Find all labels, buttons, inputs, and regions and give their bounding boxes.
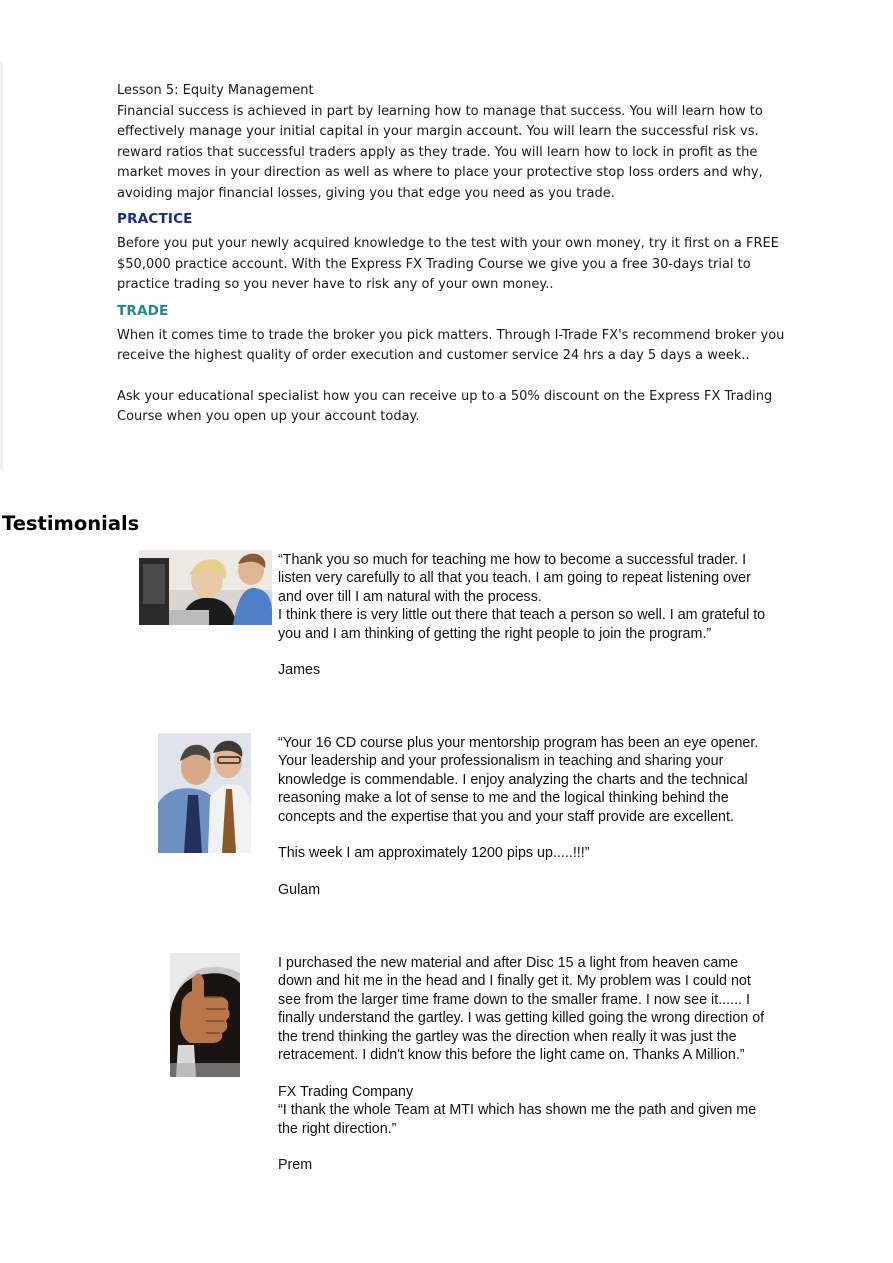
left-margin-rule (0, 62, 3, 470)
lesson5-body: Financial success is achieved in part by learning how to manage that success. You will learn how to effectively manage your initial capital in your margin account. You will learn the successful risk vs. reward ratios that successful traders apply as they trade. You will learn how to lock in profit as the market moves in your direction as well as where to place your protective stop loss orders and why, avoiding major financial losses, giving you that edge you need as you trade. (117, 103, 763, 201)
testimonial-gulam (278, 734, 768, 900)
thumbs-up-image (170, 953, 240, 1077)
testimonial-photo-gulam (158, 733, 251, 853)
testimonial-prem-quote: “I thank the whole Team at MTI which has shown me the path and given me the right direction.” (278, 1102, 757, 1137)
course-description (117, 81, 797, 428)
businessmen-image (158, 733, 251, 853)
testimonial-gulam-extra: This week I am approximately 1200 pips up.....!!!” (278, 845, 590, 862)
testimonial-photo-prem (170, 953, 240, 1077)
testimonial-james (278, 551, 768, 680)
practice-body: Before you put your newly acquired knowledge to the test with your own money, try it first on a FREE $50,000 practice account. With the Express FX Trading Course we give you a free 30-days trial to practice trading so you never have to risk any of your own money.. (117, 236, 779, 292)
discount-body: Ask your educational specialist how you can receive up to a 50% discount on the Express FX Trading Course when you open up your account today. (117, 388, 773, 424)
lesson5-title: Lesson 5: Equity Management (117, 83, 314, 98)
testimonial-james-author: James (278, 662, 321, 679)
testimonial-james-text-2: I think there is very little out there that teach a person so well. I am grateful to you and I am thinking of getting the right people to join the program.” (278, 607, 766, 642)
testimonial-james-text-1: “Thank you so much for teaching me how to become a successful trader. I listen very carefully to all that you teach. I am going to repeat listening over and over till I am natural with the process. (278, 552, 751, 605)
trade-body: When it comes time to trade the broker you pick matters. Through I-Trade FX's recommend broker you receive the highest quality of order execution and customer service 24 hrs a day 5 days a week.. (117, 327, 785, 363)
testimonials-title: Testimonials (2, 512, 140, 535)
people-at-laptop-image (139, 550, 272, 625)
testimonial-gulam-author: Gulam (278, 882, 321, 899)
testimonial-gulam-text: “Your 16 CD course plus your mentorship program has been an eye opener. Your leadership and your professionalism in teaching and sharing your knowledge is commendable. I enjoy analyzing the charts and the technical reasoning make a lot of sense to me and the logical thinking behind the concepts and the expertise that you and your staff provide are excellent. (278, 735, 759, 825)
testimonial-prem (278, 954, 768, 1175)
testimonial-prem-text: I purchased the new material and after Disc 15 a light from heaven came down and hit me in the head and I finally get it. My problem was I could not see from the larger time frame down to the smaller frame. I now see it...... I finally understand the gartley. I was getting killed going the wrong direction of the trend thinking the gartley was the direction when really it was just the retracement. I didn't know this before the light came on. Thanks A Million.” (278, 955, 765, 1064)
testimonial-photo-james (139, 550, 272, 625)
practice-heading: PRACTICE (117, 211, 193, 227)
testimonial-prem-author: Prem (278, 1157, 313, 1174)
testimonial-prem-company: FX Trading Company (278, 1083, 414, 1100)
trade-heading: TRADE (117, 302, 169, 319)
